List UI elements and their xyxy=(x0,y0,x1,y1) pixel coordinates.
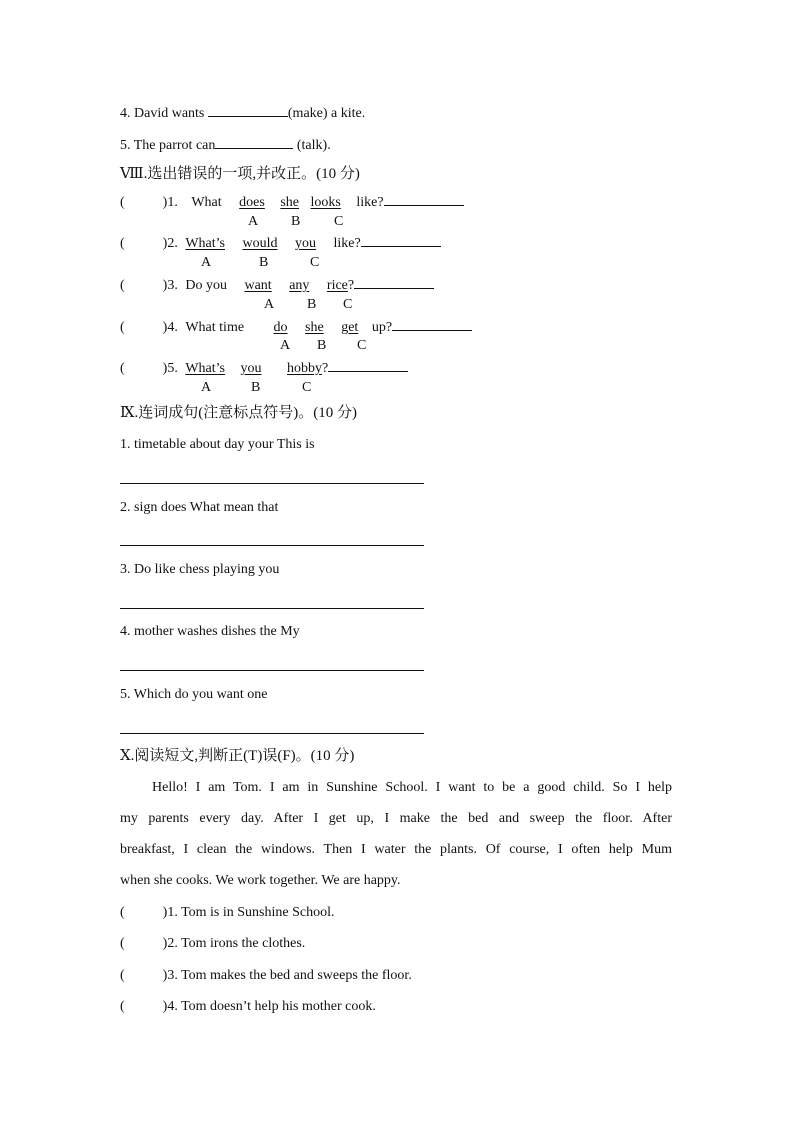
reorder-question-3: 3. Do like chess playing you xyxy=(120,562,280,577)
correction-blank[interactable] xyxy=(354,275,434,289)
error-question-4: ( )4. What time do she get up? xyxy=(120,317,472,337)
option-a: What’s xyxy=(185,236,225,251)
correction-blank[interactable] xyxy=(392,317,472,331)
answer-line-1[interactable] xyxy=(120,483,424,484)
answer-line-5[interactable] xyxy=(120,733,424,734)
option-c: hobby xyxy=(287,361,322,376)
option-a: does xyxy=(239,195,265,210)
answer-blank[interactable] xyxy=(208,103,288,117)
reorder-question-4: 4. mother washes dishes the My xyxy=(120,624,300,639)
option-c: you xyxy=(295,236,316,251)
error-question-5: ( )5. What’s you hobby? xyxy=(120,358,408,378)
option-b: she xyxy=(305,320,324,335)
correction-blank[interactable] xyxy=(328,358,408,372)
tf-question-3: ( )3. Tom makes the bed and sweeps the floor. xyxy=(120,968,412,983)
answer-line-2[interactable] xyxy=(120,545,424,546)
error-question-2: ( )2. What’s would you like? xyxy=(120,233,441,253)
option-c: rice xyxy=(326,278,348,293)
reorder-question-2: 2. sign does What mean that xyxy=(120,500,279,515)
answer-blank[interactable] xyxy=(215,135,293,149)
option-a: do xyxy=(273,320,288,335)
option-a: want xyxy=(244,278,272,293)
answer-line-3[interactable] xyxy=(120,608,424,609)
tf-question-2: ( )2. Tom irons the clothes. xyxy=(120,936,306,951)
option-b: she xyxy=(280,195,300,210)
section-9-heading: Ⅸ.连词成句(注意标点符号)。(10 分) xyxy=(120,405,357,421)
section-8-heading: Ⅷ.选出错误的一项,并改正。(10 分) xyxy=(120,166,360,182)
option-a: What’s xyxy=(185,361,225,376)
section-10-heading: Ⅹ.阅读短文,判断正(T)误(F)。(10 分) xyxy=(120,748,355,764)
option-b: you xyxy=(240,361,262,376)
answer-line-4[interactable] xyxy=(120,670,424,671)
reorder-question-1: 1. timetable about day your This is xyxy=(120,437,315,452)
option-c: looks xyxy=(310,195,341,210)
passage-line: Hello! I am Tom. I am in Sunshine School. I want to be a good child. So I help xyxy=(152,780,672,795)
option-b: would xyxy=(242,236,278,251)
question-7-5: 5. The parrot can (talk). xyxy=(120,135,331,155)
error-question-3: ( )3. Do you want any rice? xyxy=(120,275,434,295)
tf-question-4: ( )4. Tom doesn’t help his mother cook. xyxy=(120,999,376,1014)
correction-blank[interactable] xyxy=(384,192,464,206)
reorder-question-5: 5. Which do you want one xyxy=(120,687,268,702)
passage-line: my parents every day. After I get up, I make the bed and sweep the floor. After xyxy=(120,811,672,826)
reading-passage xyxy=(120,772,672,896)
correction-blank[interactable] xyxy=(361,233,441,247)
option-b: any xyxy=(289,278,310,293)
option-c: get xyxy=(341,320,359,335)
passage-line: when she cooks. We work together. We are happy. xyxy=(120,873,401,888)
error-question-1: ( )1. What does she looks like? xyxy=(120,192,464,212)
passage-line: breakfast, I clean the windows. Then I water the plants. Of course, I often help Mum xyxy=(120,842,672,857)
tf-question-1: ( )1. Tom is in Sunshine School. xyxy=(120,905,335,920)
question-7-4: 4. David wants (make) a kite. xyxy=(120,103,365,123)
